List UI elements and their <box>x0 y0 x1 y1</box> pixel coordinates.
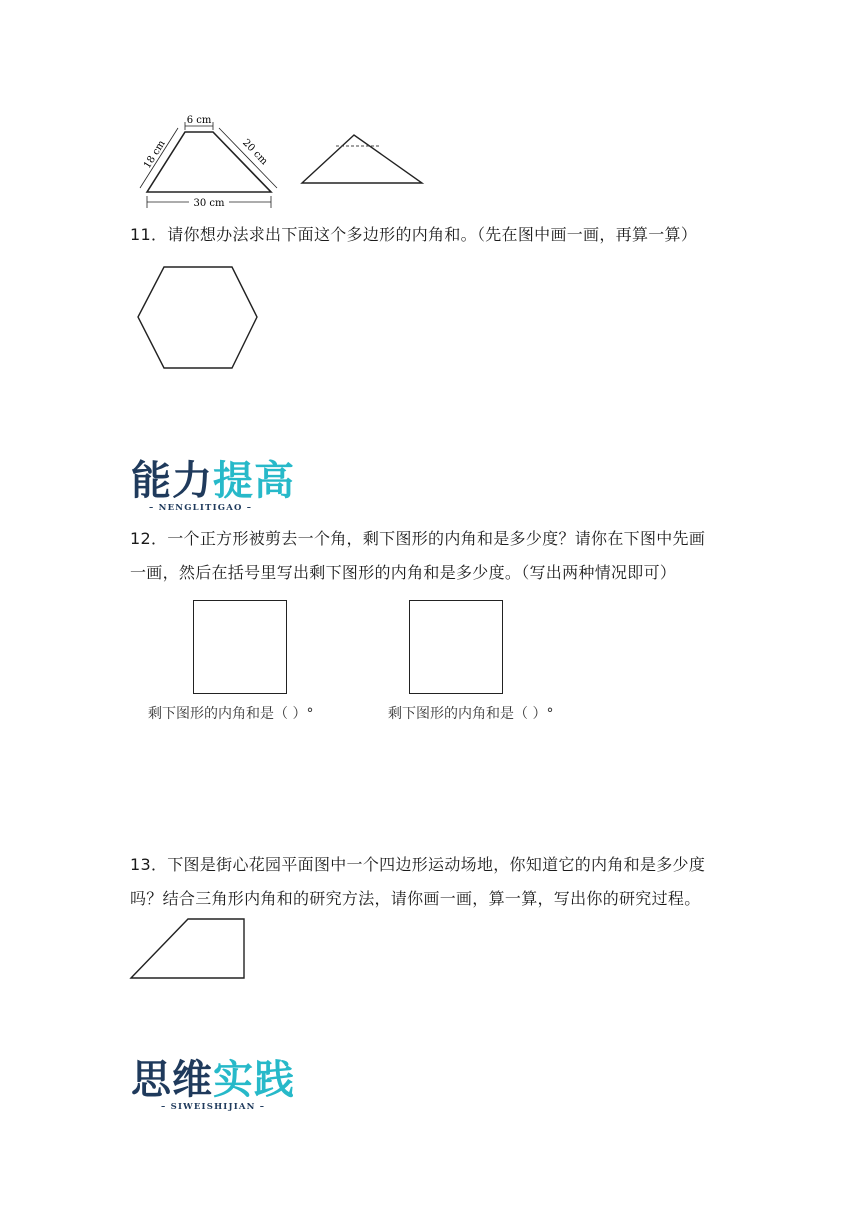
banner-nengli-tigao <box>131 459 295 513</box>
quadrilateral-figure <box>128 916 248 982</box>
hexagon-shape <box>138 267 257 368</box>
square-left <box>193 600 287 694</box>
question-12-line2: 一画，然后在括号里写出剩下图形的内角和是多少度。（写出两种情况即可） <box>130 563 677 582</box>
quadrilateral-shape <box>131 919 244 978</box>
question-11-text: 11．请你想办法求出下面这个多边形的内角和。（先在图中画一画，再算一算） <box>130 225 698 244</box>
trap-right-label: 20 cm <box>240 137 270 168</box>
caption-right: 剩下图形的内角和是（ ）° <box>388 706 554 722</box>
banner2-light-text: 实践 <box>213 1057 295 1103</box>
triangle-shape <box>302 135 422 183</box>
banner1-dark-text: 能力 <box>131 458 213 504</box>
banner1-subtitle: – NENGLITIGAO – <box>149 503 253 513</box>
trap-bottom-label: 30 cm <box>193 198 225 209</box>
question-13-line2: 吗？结合三角形内角和的研究方法，请你画一画，算一算，写出你的研究过程。 <box>130 889 701 908</box>
banner-siwei-shijian <box>131 1058 295 1112</box>
banner1-light-text: 提高 <box>213 458 295 504</box>
banner2-dark-text: 思维 <box>131 1057 213 1103</box>
question-12-line1: 12．一个正方形被剪去一个角，剩下图形的内角和是多少度？请你在下图中先画 <box>130 529 706 548</box>
square-right <box>409 600 503 694</box>
triangle-figure <box>296 130 426 188</box>
question-13-line1: 13．下图是街心花园平面图中一个四边形运动场地，你知道它的内角和是多少度 <box>130 855 706 874</box>
trapezoid-figure <box>125 110 285 212</box>
banner2-subtitle: – SIWEISHIJIAN – <box>161 1102 266 1112</box>
trap-left-label: 18 cm <box>142 138 168 171</box>
trap-top-label: 6 cm <box>186 115 212 126</box>
caption-left: 剩下图形的内角和是（ ）° <box>148 706 314 722</box>
hexagon-figure <box>134 264 262 372</box>
